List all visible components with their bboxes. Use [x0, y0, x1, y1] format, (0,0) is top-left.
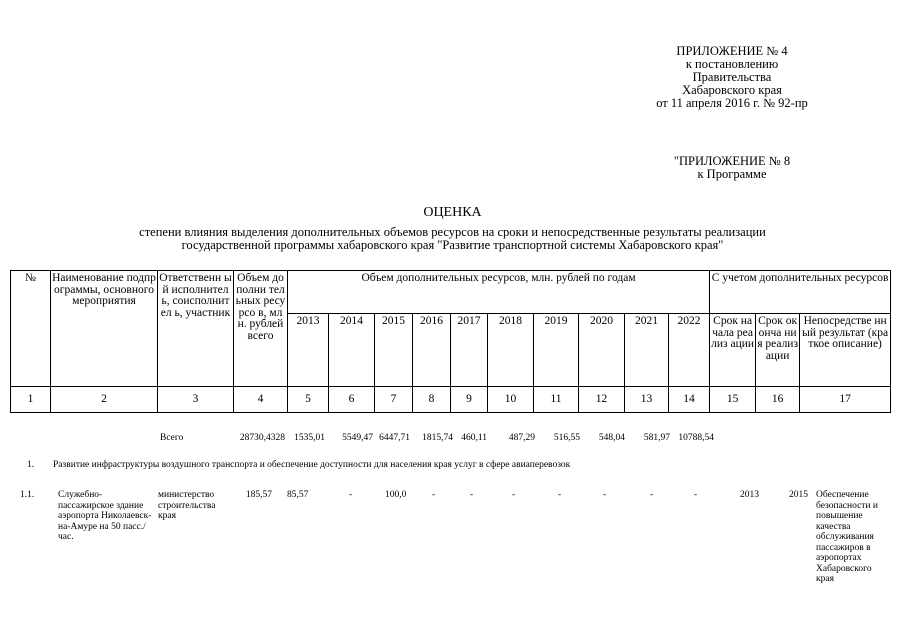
header-name: Наименование подпрограммы, основного мероприятия: [51, 271, 158, 387]
col-number: 9: [451, 387, 488, 413]
total-value: 1815,74: [422, 433, 453, 443]
appendix8-header: [612, 155, 852, 181]
total-value: 1535,01: [294, 433, 325, 443]
subtitle-line: государственной программы хабаровского края "Развитие транспортной системы Хабаровского края": [181, 238, 724, 252]
row-year-value: 85,57: [287, 490, 309, 500]
col-number: 13: [625, 387, 669, 413]
total-value: 28730,4328: [239, 433, 285, 443]
col-number: 10: [488, 387, 534, 413]
appendix-line: от 11 апреля 2016 г. № 92-пр: [656, 96, 808, 110]
header-end: Срок оконча ния реализ ации: [756, 314, 800, 387]
total-value: 5549,47: [342, 433, 373, 443]
appendix-header: [612, 45, 852, 110]
header-by-years: Объем дополнительных ресурсов, млн. рублей по годам: [288, 271, 710, 314]
total-label: Всего: [160, 433, 184, 443]
appendix8-line: "ПРИЛОЖЕНИЕ № 8: [673, 154, 791, 168]
row-year-value: -: [470, 490, 474, 500]
row-start-year: 2013: [740, 490, 759, 500]
header-year: 2015: [375, 314, 413, 387]
col-number: 14: [669, 387, 710, 413]
header-year: 2022: [669, 314, 710, 387]
row-responsible: министерство строительства края: [158, 490, 216, 521]
col-number: 15: [710, 387, 756, 413]
header-year: 2019: [534, 314, 579, 387]
resources-table: [10, 270, 891, 413]
col-number: 11: [534, 387, 579, 413]
col-number: 8: [413, 387, 451, 413]
row-year-value: -: [512, 490, 516, 500]
row-year-value: -: [432, 490, 436, 500]
total-value: 460,11: [461, 433, 487, 443]
row-end-year: 2015: [789, 490, 808, 500]
header-start: Срок начала реализ ации: [710, 314, 756, 387]
appendix8-line: к Программе: [697, 167, 767, 181]
row-year-value: -: [650, 490, 654, 500]
total-value: 487,29: [508, 433, 535, 443]
col-number: 7: [375, 387, 413, 413]
header-year: 2017: [451, 314, 488, 387]
appendix-line: к постановлению: [685, 57, 779, 71]
header-year: 2013: [288, 314, 329, 387]
section-number: 1.: [27, 460, 35, 470]
row-number: 1.1.: [20, 490, 35, 500]
appendix-line: Хабаровского края: [682, 83, 782, 97]
total-value: 516,55: [553, 433, 580, 443]
row-year-value: -: [603, 490, 607, 500]
header-year: 2018: [488, 314, 534, 387]
header-responsible: Ответственн ый исполнитель, соисполнител ь, участник: [158, 271, 234, 387]
col-number: 5: [288, 387, 329, 413]
header-volume: Объем дополни тельных ресурсо в, млн. рублей всего: [234, 271, 288, 387]
header-year: 2016: [413, 314, 451, 387]
col-number: 2: [51, 387, 158, 413]
document-subtitle: [0, 226, 905, 252]
total-value: 6447,71: [379, 433, 410, 443]
col-number: 12: [579, 387, 625, 413]
col-number: 1: [11, 387, 51, 413]
col-number: 4: [234, 387, 288, 413]
total-value: 548,04: [598, 433, 625, 443]
document-title: ОЦЕНКА: [423, 205, 482, 220]
total-value: 10788,54: [678, 433, 714, 443]
header-year: 2021: [625, 314, 669, 387]
row-name: Служебно-пассажирское здание аэропорта Николаевск-на-Амуре на 50 пасс./час.: [58, 490, 152, 542]
section-title: Развитие инфраструктуры воздушного транспорта и обеспечение доступности для населения края услуг в сфере авиаперевозок: [53, 460, 571, 470]
col-number: 3: [158, 387, 234, 413]
header-year: 2020: [579, 314, 625, 387]
appendix-line: ПРИЛОЖЕНИЕ № 4: [676, 44, 788, 58]
subtitle-line: степени влияния выделения дополнительных объемов ресурсов на сроки и непосредственные результаты реализации: [139, 225, 766, 239]
row-year-value: 100,0: [385, 490, 407, 500]
col-number: 16: [756, 387, 800, 413]
appendix-line: Правительства: [692, 70, 772, 84]
row-volume: 185,57: [245, 490, 272, 500]
row-result: Обеспечение безопасности и повышение качества обслуживания пассажиров в аэропортах Хабаровского края: [816, 490, 878, 584]
header-with-extra: С учетом дополнительных ресурсов: [710, 271, 891, 314]
col-number: 6: [329, 387, 375, 413]
row-year-value: -: [558, 490, 562, 500]
header-num: №: [11, 271, 51, 387]
col-number: 17: [800, 387, 891, 413]
header-year: 2014: [329, 314, 375, 387]
header-result: Непосредстве нный результат (краткое описание): [800, 314, 891, 387]
row-year-value: -: [694, 490, 698, 500]
total-value: 581,97: [643, 433, 670, 443]
row-year-value: -: [349, 490, 353, 500]
